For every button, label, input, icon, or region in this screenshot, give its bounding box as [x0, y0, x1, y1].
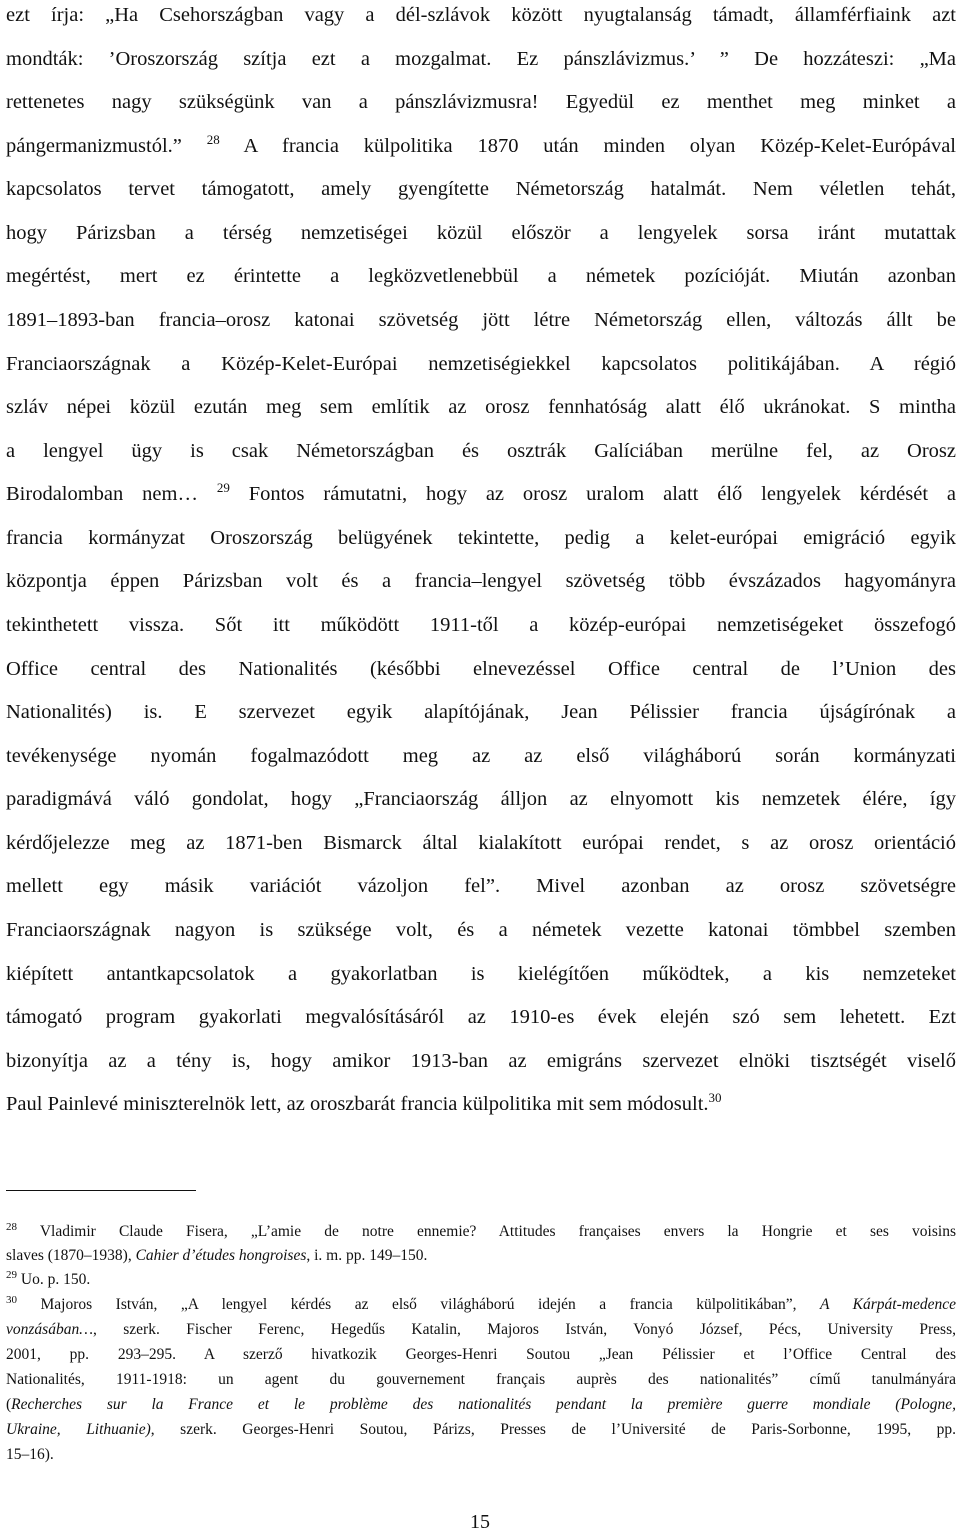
footnote-30: [6, 1293, 956, 1317]
footnote-text: , i. m. pp. 149–150.: [306, 1247, 428, 1264]
footnote-title: Ukraine, Lithuanie): [6, 1421, 151, 1438]
body-text: Fontos rámutatni, hogy az orosz uralom alatt élő lengyelek kérdését a: [229, 483, 956, 505]
footnote-28: [6, 1220, 956, 1244]
footnote-title: Recherches sur la France et le problème des nationalités pendant la première guerre mondiale (Pologne,: [11, 1396, 956, 1413]
body-text-line: megértést, mert ez érintette a legközvetlenebbül a németek pozícióját. Miután azonban: [6, 265, 956, 287]
footnote-text: , szerk. Fischer Ferenc, Hegedűs Katalin, Majoros István, Vonyó József, Pécs, University Press,: [92, 1321, 956, 1338]
body-text-line: Franciaországnak nagyon is szüksége volt, és a németek vezette katonai tömbbel szemben: [6, 919, 956, 941]
body-text-line: [6, 479, 956, 509]
footnote-reference-29[interactable]: 29: [216, 480, 230, 496]
body-text-line: Franciaországnak a Közép-Kelet-Európai nemzetiségiekkel kapcsolatos politikájában. A régió: [6, 353, 956, 375]
body-text-line: tevékenysége nyomán fogalmazódott meg az az első világháború során kormányzati: [6, 745, 956, 767]
body-text: Paul Painlevé miniszterelnök lett, az oroszbarát francia külpolitika mit sem módosult.: [6, 1093, 709, 1115]
body-text-line: kapcsolatos tervet támogatott, amely gyengítette Németország hatalmát. Nem véletlen tehát,: [6, 178, 956, 200]
footnote-title: A Kárpát-medence: [820, 1296, 956, 1313]
body-text-line: tekinthetett vissza. Sőt itt működött 1911-től a közép-európai nemzetiségeket összefogó: [6, 614, 956, 636]
body-text-line: Office central des Nationalités (későbbi elnevezéssel Office central de l’Union des: [6, 658, 956, 680]
footnote-reference-30[interactable]: 30: [708, 1090, 722, 1106]
body-text-line: Nationalités) is. E szervezet egyik alapítójának, Jean Pélissier francia újságírónak a: [6, 701, 956, 723]
footnote-separator: [6, 1190, 196, 1191]
body-text-line: mellett egy másik variációt vázoljon fel”. Mivel azonban az orosz szövetségre: [6, 875, 956, 897]
body-text-line: kiépített antantkapcsolatok a gyakorlatban is kielégítően működtek, a kis nemzeteket: [6, 963, 956, 985]
footnote-30-continued: [6, 1318, 956, 1342]
footnote-text: Vladimir Claude Fisera, „L’amie de notre ennemie? Attitudes françaises envers la Hongrie et ses voisins: [17, 1223, 956, 1240]
body-text-line: hogy Párizsban a térség nemzetiségei közül először a lengyelek sorsa iránt mutattak: [6, 222, 956, 244]
footnote-text: Majoros István, „A lengyel kérdés az első világháború idején a francia külpolitikában”,: [17, 1296, 820, 1313]
footnote-number: 29: [6, 1268, 17, 1281]
body-text-line: francia kormányzat Oroszország belügyének tekintette, pedig a kelet-európai emigráció egyik: [6, 527, 956, 549]
footnote-title: Cahier d’études hongroises: [135, 1247, 307, 1264]
page-number: 15: [470, 1511, 490, 1533]
body-text-line: [6, 1089, 956, 1119]
footnote-text: , szerk. Georges-Henri Soutou, Párizs, Presses de l’Université de Paris-Sorbonne, 1995, pp.: [150, 1421, 956, 1438]
footnote-reference-28[interactable]: 28: [206, 132, 220, 148]
footnote-title: vonzásában…: [6, 1321, 93, 1338]
body-text-line: rettenetes nagy szükségünk van a pánszlávizmusra! Egyedül ez menthet meg minket a: [6, 91, 956, 113]
footnote-text: Uo. p. 150.: [17, 1271, 91, 1288]
body-text-line: 1891–1893-ban francia–orosz katonai szövetség jött létre Németország ellen, változás állt be: [6, 309, 956, 331]
footnote-30-continued: 15–16).: [6, 1446, 54, 1463]
footnote-30-continued: [6, 1418, 956, 1442]
footnote-30-continued: Nationalités, 1911-1918: un agent du gouvernement français auprès des nationalités” című tanulmányára: [6, 1371, 956, 1388]
footnote-29: [6, 1268, 956, 1292]
body-text: A francia külpolitika 1870 után minden olyan Közép-Kelet-Európával: [219, 135, 956, 157]
footnote-30-continued: [6, 1393, 956, 1417]
footnote-number: 30: [6, 1293, 17, 1306]
body-text-line: támogató program gyakorlati megvalósításáról az 1910-es évek elején szó sem lehetett. Ezt: [6, 1006, 956, 1028]
footnote-text: (: [6, 1396, 12, 1413]
body-text: Birodalomban nem…: [6, 483, 198, 505]
body-text-line: szláv népei közül ezután meg sem említik az orosz fennhatóság alatt élő ukránokat. S mintha: [6, 396, 956, 418]
body-text-line: központja éppen Párizsban volt és a francia–lengyel szövetség több évszázados hagyományra: [6, 570, 956, 592]
body-text: pángermanizmustól.”: [6, 135, 182, 157]
body-text-line: paradigmává váló gondolat, hogy „Franciaország álljon az elnyomott kis nemzetek élére, így: [6, 788, 956, 810]
body-text-line: ezt írja: „Ha Csehországban vagy a dél-szlávok között nyugtalanság támadt, államférfiaink azt: [6, 4, 956, 26]
footnote-text: slaves (1870–1938),: [6, 1247, 136, 1264]
body-text-line: kérdőjelezze meg az 1871-ben Bismarck által kialakított európai rendet, s az orosz orientáció: [6, 832, 956, 854]
footnote-28-continued: [6, 1244, 956, 1268]
body-text-line: mondták: ’Oroszország szítja ezt a mozgalmat. Ez pánszlávizmus.’ ” De hozzáteszi: „Ma: [6, 48, 956, 70]
body-text-line: a lengyel ügy is csak Németországban és osztrák Galíciában merülne fel, az Orosz: [6, 440, 956, 462]
footnote-number: 28: [6, 1220, 17, 1233]
body-text-line: bizonyítja az a tény is, hogy amikor 1913-ban az emigráns szervezet elnöki tisztségét viselő: [6, 1050, 956, 1072]
footnote-30-continued: 2001, pp. 293–295. A szerző hivatkozik Georges-Henri Soutou „Jean Pélissier et l’Office Central des: [6, 1346, 956, 1363]
body-text-line: [6, 131, 956, 161]
